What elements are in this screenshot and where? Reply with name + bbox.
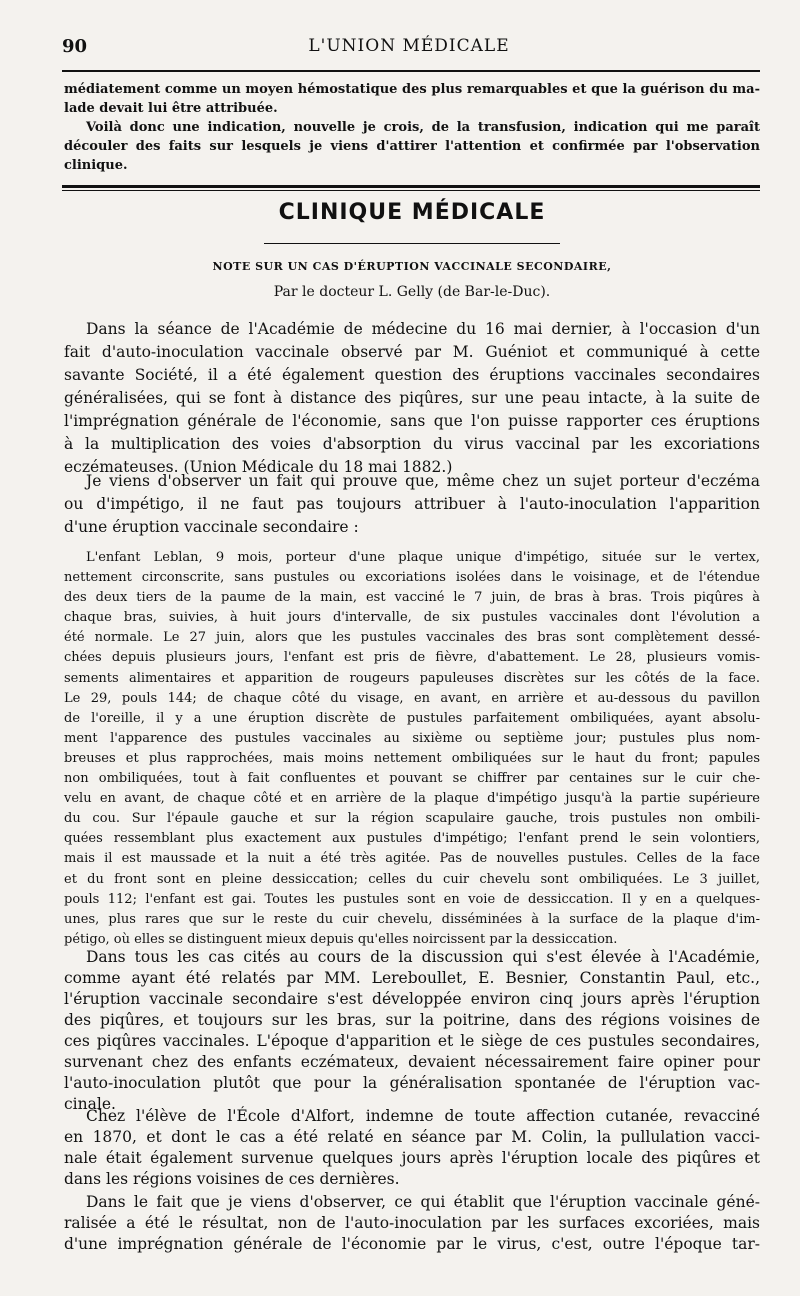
paragraph-4 [64, 947, 760, 1115]
text-line: d'une imprégnation générale de l'économie par le virus, c'est, outre l'époque tar- [64, 1235, 760, 1253]
text-line: l'imprégnation générale de l'économie, sans que l'on puisse rapporter ces éruptions [64, 412, 760, 430]
text-line: Dans tous les cas cités au cours de la discussion qui s'est élevée à l'Académie, [86, 948, 760, 966]
text-line: cinale. [64, 1095, 116, 1113]
text-line: des deux tiers de la paume de la main, est vacciné le 7 juin, de bras à bras. Trois piqûres à [64, 590, 760, 606]
article-title: NOTE SUR UN CAS D'ÉRUPTION VACCINALE SECONDAIRE, [212, 260, 612, 273]
text-line: l'éruption vaccinale secondaire s'est développée environ cinq jours après l'éruption [64, 990, 760, 1008]
paragraph-2 [64, 470, 760, 539]
paragraph-1 [64, 318, 760, 479]
text-line: breuses et plus rapprochées, mais moins nettement ombiliquées sur le haut du front; papules [64, 750, 760, 766]
text-line: pétigo, où elles se distinguent mieux depuis qu'elles noircissent par la dessiccation. [64, 931, 618, 947]
section-title: CLINIQUE MÉDICALE [278, 200, 546, 225]
text-line: savante Société, il a été également question des éruptions vaccinales secondaires [64, 366, 760, 384]
text-line: médiatement comme un moyen hémostatique des plus remarquables et que la guérison du ma- [64, 82, 760, 97]
text-line: Je viens d'observer un fait qui prouve que, même chez un sujet porteur d'eczéma [86, 472, 760, 490]
text-line: l'auto-inoculation plutôt que pour la généralisation spontanée de l'éruption vac- [64, 1074, 760, 1092]
text-line: et du front sont en pleine dessiccation; celles du cuir chevelu sont ombiliquées. Le 3 juillet, [64, 871, 760, 887]
text-line: des piqûres, et toujours sur les bras, sur la poitrine, dans des régions voisines de [64, 1011, 760, 1029]
text-line: découler des faits sur lesquels je viens d'attirer l'attention et confirmée par l'observation [64, 139, 760, 154]
paragraph-5 [64, 1106, 760, 1190]
text-line: clinique. [64, 158, 128, 173]
text-line: Voilà donc une indication, nouvelle je crois, de la transfusion, indication qui me paraît [86, 120, 760, 135]
text-line: chées depuis plusieurs jours, l'enfant est pris de fièvre, d'abattement. Le 28, plusieurs vomis- [64, 650, 760, 666]
text-line: été normale. Le 27 juin, alors que les pustules vaccinales des bras sont complètement dessé- [64, 630, 760, 646]
text-line: d'une éruption vaccinale secondaire : [64, 518, 359, 536]
text-line: en 1870, et dont le cas a été relaté en séance par M. Colin, la pullulation vacci- [64, 1128, 760, 1146]
text-line: chaque bras, suivies, à huit jours d'intervalle, de six pustules vaccinales dont l'évolution a [64, 610, 760, 626]
title-rule [264, 243, 560, 244]
text-line: nettement circonscrite, sans pustules ou excoriations isolées dans le voisinage, et de l'étendue [64, 570, 760, 586]
case-observation [64, 548, 760, 950]
page-number: 90 [62, 36, 88, 57]
text-line: mais il est maussade et la nuit a été très agitée. Pas de nouvelles pustules. Celles de la face [64, 851, 760, 867]
text-line: L'enfant Leblan, 9 mois, porteur d'une plaque unique d'impétigo, située sur le vertex, [86, 550, 760, 565]
text-line: unes, plus rares que sur le reste du cuir chevelu, disséminées à la surface de la plaque d'im- [64, 911, 760, 927]
text-line: quées ressemblant plus exactement aux pustules d'impétigo; l'enfant prend le sein volontiers, [64, 831, 760, 847]
text-line: ment l'apparence des pustules vaccinales au sixième ou septième jour; pustules plus nom- [64, 730, 760, 746]
text-line: dans les régions voisines de ces dernières. [64, 1170, 400, 1188]
text-line: Le 29, pouls 144; de chaque côté du visage, en avant, en arrière et au-dessous du pavillon [64, 690, 760, 706]
text-line: pouls 112; l'enfant est gai. Toutes les pustules sont en voie de dessiccation. Il y en a quelques- [64, 891, 760, 907]
text-line: lade devait lui être attribuée. [64, 101, 278, 116]
text-line: sements alimentaires et apparition de rougeurs papuleuses discrètes sur les côtés de la face. [64, 670, 760, 686]
text-line: de l'oreille, il y a une éruption discrète de pustules parfaitement ombiliquées, ayant absolu- [64, 710, 760, 726]
text-line: nale était également survenue quelques jours après l'éruption locale des piqûres et [64, 1149, 760, 1167]
text-line: velu en avant, de chaque côté et en arrière de la plaque d'impétigo jusqu'à la partie supérieure [64, 791, 760, 807]
text-line: eczémateuses. (Union Médicale du 18 mai 1882.) [64, 458, 453, 476]
text-line: à la multiplication des voies d'absorption du virus vaccinal par les excoriations [64, 435, 760, 453]
text-line: fait d'auto-inoculation vaccinale observé par M. Guéniot et communiqué à cette [64, 343, 760, 361]
text-line: Dans la séance de l'Académie de médecine du 16 mai dernier, à l'occasion d'un [86, 320, 760, 338]
running-title: L'UNION MÉDICALE [308, 36, 510, 56]
author-line: Par le docteur L. Gelly (de Bar-le-Duc). [273, 284, 551, 300]
text-line: survenant chez des enfants eczémateux, devaient nécessairement faire opiner pour [64, 1053, 760, 1071]
text-line: ralisée a été le résultat, non de l'auto-inoculation par les surfaces excoriées, mais [64, 1214, 760, 1232]
text-line: ou d'impétigo, il ne faut pas toujours attribuer à l'auto-inoculation l'apparition [64, 495, 760, 513]
text-line: non ombiliquées, tout à fait confluentes et pouvant se chiffrer par centaines sur le cuir che- [64, 771, 760, 787]
text-line: Dans le fait que je viens d'observer, ce qui établit que l'éruption vaccinale géné- [86, 1193, 760, 1211]
text-line: généralisées, qui se font à distance des piqûres, sur une peau intacte, à la suite de [64, 389, 760, 407]
text-line: du cou. Sur l'épaule gauche et sur la région scapulaire gauche, trois pustules non ombili- [64, 811, 760, 827]
text-line: comme ayant été relatés par MM. Lereboullet, E. Besnier, Constantin Paul, etc., [64, 969, 760, 987]
text-line: ces piqûres vaccinales. L'époque d'apparition et le siège de ces pustules secondaires, [64, 1032, 760, 1050]
text-line: Chez l'élève de l'École d'Alfort, indemne de toute affection cutanée, revacciné [86, 1107, 760, 1125]
paragraph-6 [64, 1192, 760, 1255]
